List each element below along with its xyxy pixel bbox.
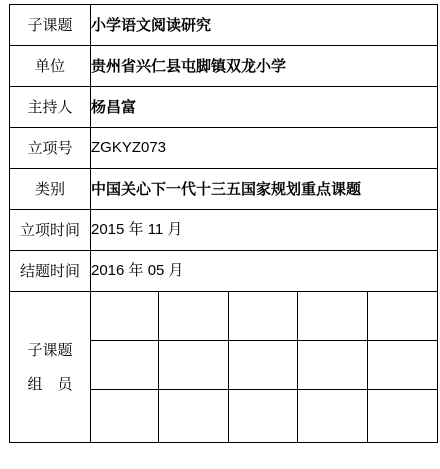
members-label-spacer xyxy=(10,359,90,375)
host-value: 杨昌富 xyxy=(91,87,438,128)
row-unit xyxy=(10,46,438,87)
member-cell xyxy=(91,341,159,390)
approval-date-label: 立项时间 xyxy=(10,210,91,251)
row-host xyxy=(10,87,438,128)
members-label-line2: 组 员 xyxy=(27,375,73,393)
unit-value: 贵州省兴仁县屯脚镇双龙小学 xyxy=(91,46,438,87)
member-cell xyxy=(298,292,368,341)
member-cell xyxy=(298,390,368,443)
completion-date-value: 2016 年 05 月 xyxy=(91,251,438,292)
member-cell xyxy=(159,341,229,390)
project-number-value: ZGKYZ073 xyxy=(91,128,438,169)
member-cell xyxy=(368,390,438,443)
subtopic-value: 小学语文阅读研究 xyxy=(91,5,438,46)
member-cell xyxy=(159,292,229,341)
member-cell xyxy=(229,341,298,390)
host-label: 主持人 xyxy=(10,87,91,128)
member-cell xyxy=(368,292,438,341)
row-subtopic xyxy=(10,5,438,46)
members-label-line1: 子课题 xyxy=(27,341,73,359)
row-project-number xyxy=(10,128,438,169)
member-cell xyxy=(229,292,298,341)
member-cell xyxy=(91,292,159,341)
project-number-label: 立项号 xyxy=(10,128,91,169)
member-cell xyxy=(91,390,159,443)
approval-date-value: 2015 年 11 月 xyxy=(91,210,438,251)
project-info-table xyxy=(9,4,438,443)
category-label: 类别 xyxy=(10,169,91,210)
row-approval-date xyxy=(10,210,438,251)
subtopic-label: 子课题 xyxy=(10,5,91,46)
completion-date-label: 结题时间 xyxy=(10,251,91,292)
row-completion-date xyxy=(10,251,438,292)
members-label xyxy=(10,292,91,443)
category-value: 中国关心下一代十三五国家规划重点课题 xyxy=(91,169,438,210)
member-cell xyxy=(229,390,298,443)
unit-label: 单位 xyxy=(10,46,91,87)
member-cell xyxy=(368,341,438,390)
member-cell xyxy=(159,390,229,443)
row-category xyxy=(10,169,438,210)
member-cell xyxy=(298,341,368,390)
members-row-1 xyxy=(10,292,438,341)
